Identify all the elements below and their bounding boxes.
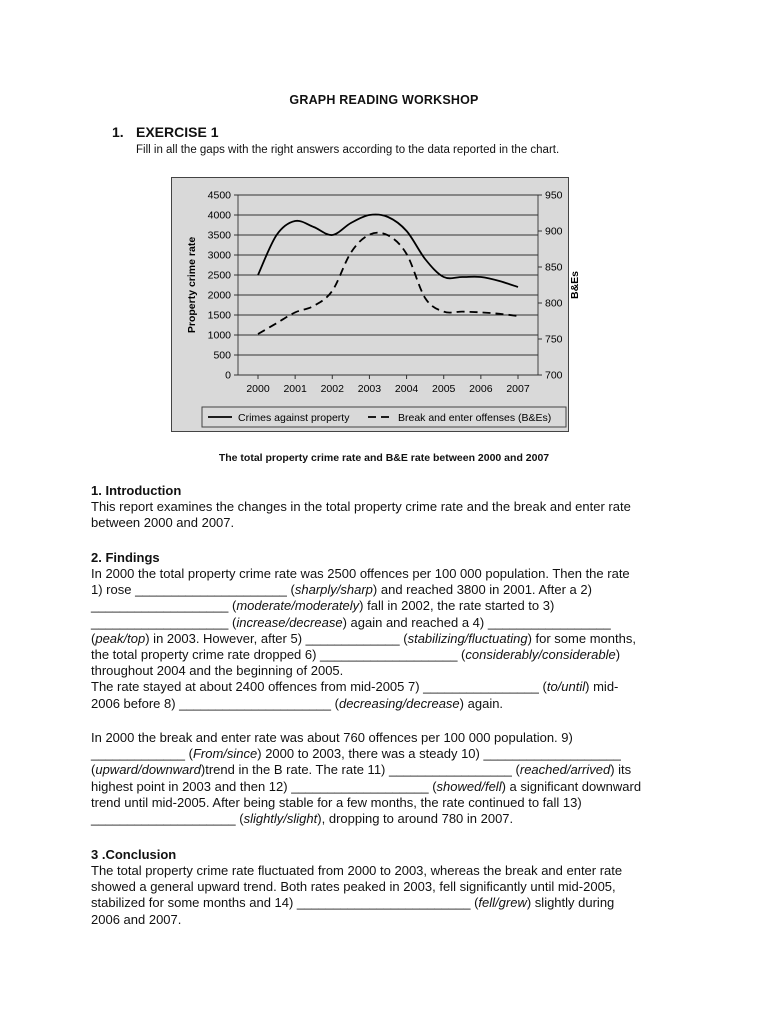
conclusion-line: stabilized for some months and 14) ________________________ (fell/grew) slightly during	[91, 895, 615, 911]
answer-options: stabilizing/fluctuating	[407, 630, 528, 646]
findings-line: 2006 before 8) _____________________ (decreasing/decrease) again.	[91, 695, 504, 711]
exercise-instruction: Fill in all the gaps with the right answers according to the data reported in the chart.	[136, 144, 560, 156]
findings-line: The rate stayed at about 2400 offences from mid-2005 7) ________________ (to/until) mid-	[91, 679, 619, 695]
findings-text-1	[91, 566, 691, 712]
y2-tick-label: 700	[545, 369, 563, 382]
answer-options: From/since	[192, 746, 258, 762]
conclusion-line: showed a general upward trend. Both rates peaked in 2003, fell significantly until mid-2005,	[91, 879, 616, 895]
intro-line: between 2000 and 2007.	[91, 515, 235, 531]
answer-options: to/until	[546, 679, 586, 695]
findings-line: 1) rose _____________________ (sharply/sharp) and reached 3800 in 2001. After a 2)	[91, 582, 592, 598]
x-tick-label: 2007	[506, 383, 530, 395]
findings-line: throughout 2004 and the beginning of 2005.	[91, 663, 344, 679]
y-axis-label: Property crime rate	[186, 236, 198, 334]
answer-options: upward/downward	[95, 762, 201, 778]
y2-axis-label: B&Es	[569, 270, 581, 300]
y-tick-label: 4500	[207, 189, 231, 202]
plot-area	[238, 195, 538, 375]
findings-line: ____________________ (slightly/slight), dropping to around 780 in 2007.	[91, 811, 514, 827]
y2-tick-label: 800	[545, 297, 563, 310]
conclusion-line: 2006 and 2007.	[91, 911, 182, 927]
y-tick-label: 4000	[207, 209, 231, 222]
x-tick-label: 2003	[357, 383, 382, 395]
y-tick-label: 3500	[207, 229, 231, 242]
y-tick-label: 3000	[207, 249, 231, 262]
x-tick-label: 2005	[432, 383, 456, 395]
y-tick-label: 500	[213, 349, 231, 362]
x-tick-label: 2004	[394, 383, 419, 395]
document-title: GRAPH READING WORKSHOP	[289, 93, 479, 107]
line-chart	[172, 178, 581, 433]
introduction-heading: 1. Introduction	[91, 483, 182, 498]
legend-label: Crimes against property	[238, 412, 350, 424]
answer-options: considerably/considerable	[465, 647, 616, 663]
conclusion-text	[91, 863, 691, 928]
findings-line: (upward/downward)trend in the B rate. The rate 11) _________________ (reached/arrived) its	[91, 762, 632, 778]
y2-tick-label: 750	[545, 333, 563, 346]
answer-options: sharply/sharp	[294, 582, 373, 598]
findings-line: highest point in 2003 and then 12) ___________________ (showed/fell) a significant downward	[91, 778, 642, 794]
y-tick-label: 2500	[207, 269, 231, 282]
exercise-heading	[112, 124, 218, 140]
y2-tick-label: 850	[545, 261, 563, 274]
intro-line: This report examines the changes in the total property crime rate and the break and enter rate	[91, 499, 631, 514]
findings-line: In 2000 the break and enter rate was about 760 offences per 100 000 population. 9)	[91, 730, 573, 745]
x-tick-label: 2002	[320, 383, 344, 395]
answer-options: increase/decrease	[236, 614, 343, 630]
introduction-text	[91, 499, 691, 531]
y-tick-label: 1000	[207, 329, 231, 342]
y2-tick-label: 950	[545, 189, 563, 202]
findings-line: the total property crime rate dropped 6) ___________________ (considerably/considerable)	[91, 647, 621, 663]
findings-line: (peak/top) in 2003. However, after 5) _____________ (stabilizing/fluctuating) for some months,	[91, 630, 636, 646]
findings-line: ___________________ (increase/decrease) again and reached a 4) _________________	[91, 614, 611, 630]
x-tick-label: 2000	[246, 383, 270, 395]
y-tick-label: 0	[225, 369, 231, 382]
x-tick-label: 2006	[469, 383, 493, 395]
findings-heading: 2. Findings	[91, 550, 160, 565]
y-tick-label: 2000	[207, 289, 231, 302]
findings-line: ___________________ (moderate/moderately) fall in 2002, the rate started to 3)	[91, 598, 555, 614]
y2-tick-label: 900	[545, 225, 563, 238]
x-tick-label: 2001	[283, 383, 307, 395]
y-tick-label: 1500	[207, 309, 231, 322]
exercise-title: EXERCISE 1	[136, 124, 219, 140]
findings-text-2	[91, 730, 691, 827]
exercise-number: 1.	[112, 124, 124, 140]
chart-caption: The total property crime rate and B&E rate between 2000 and 2007	[218, 452, 550, 464]
conclusion-heading: 3 .Conclusion	[91, 847, 177, 862]
findings-line: In 2000 the total property crime rate was 2500 offences per 100 000 population. Then the rate	[91, 566, 630, 581]
answer-options: moderate/moderately	[236, 598, 360, 614]
conclusion-line: The total property crime rate fluctuated from 2000 to 2003, whereas the break and enter rate	[91, 863, 623, 878]
findings-line: trend until mid-2005. After being stable for a few months, the rate continued to fall 13)	[91, 794, 582, 810]
answer-options: peak/top	[95, 630, 146, 646]
answer-options: fell/grew	[478, 895, 527, 911]
legend-label: Break and enter offenses (B&Es)	[398, 412, 552, 424]
chart-container	[171, 177, 581, 432]
answer-options: showed/fell	[436, 778, 502, 794]
answer-options: slightly/slight	[243, 811, 318, 827]
answer-options: decreasing/decrease	[338, 695, 460, 711]
answer-options: reached/arrived	[519, 762, 611, 778]
findings-line: _____________ (From/since) 2000 to 2003, there was a steady 10) ___________________	[91, 746, 621, 762]
